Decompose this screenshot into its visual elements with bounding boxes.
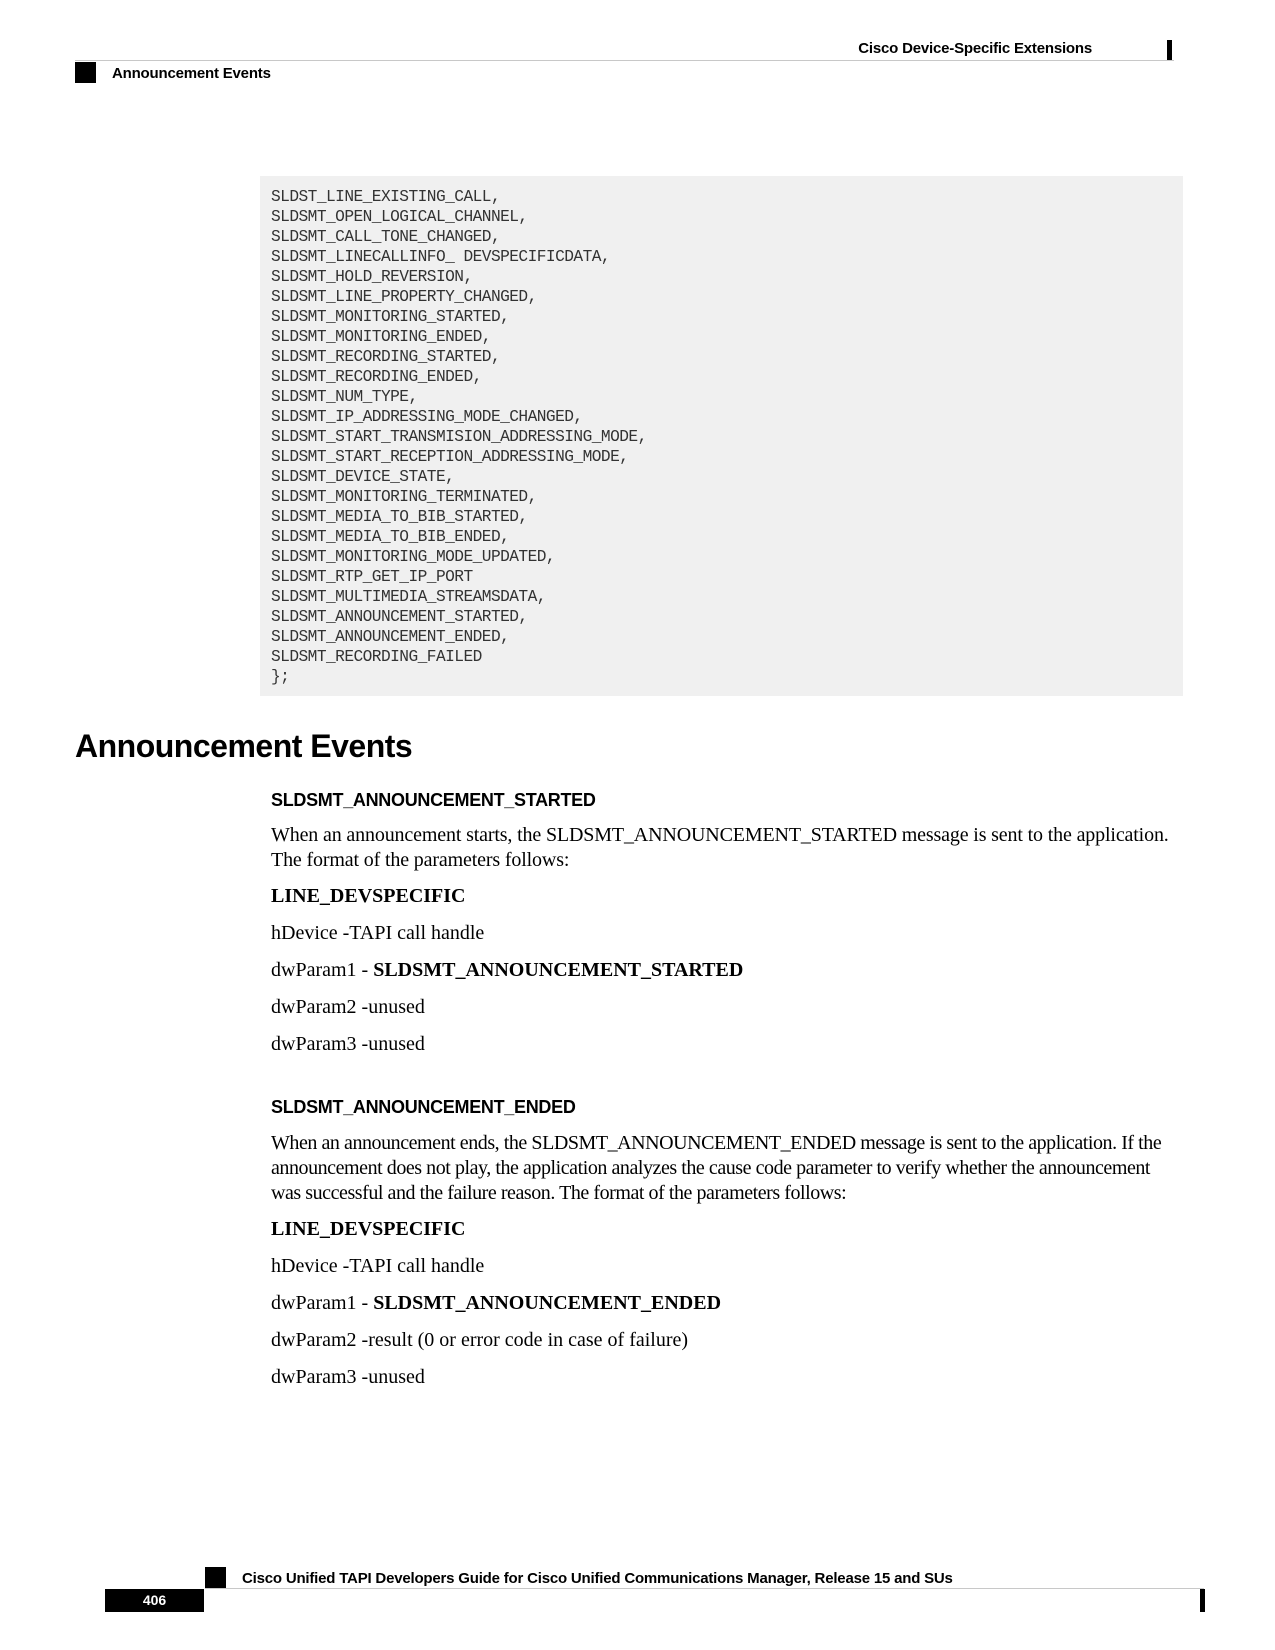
param-dwparam1-started: [271, 958, 743, 983]
code-line: SLDSMT_MONITORING_ENDED,: [271, 328, 491, 346]
param-hdevice-ended: hDevice -TAPI call handle: [271, 1255, 485, 1277]
param-dwparam2-ended: dwParam2 -result (0 or error code in case of failure): [271, 1329, 689, 1351]
code-line: SLDSMT_RTP_GET_IP_PORT: [271, 568, 473, 586]
running-header-section: Announcement Events: [112, 65, 271, 82]
param-hdevice-started: hDevice -TAPI call handle: [271, 922, 485, 944]
param1-value: SLDSMT_ANNOUNCEMENT_ENDED: [373, 1292, 722, 1314]
footer-rule: [205, 1588, 1204, 1589]
footer-box-decoration: [205, 1567, 226, 1588]
header-box-decoration: [75, 62, 96, 83]
header-bar-decoration: [1167, 40, 1172, 61]
code-line: SLDSMT_MEDIA_TO_BIB_STARTED,: [271, 508, 528, 526]
code-line: SLDSMT_MULTIMEDIA_STREAMSDATA,: [271, 588, 546, 606]
message-type-ended: LINE_DEVSPECIFIC: [271, 1218, 466, 1240]
param1-prefix: dwParam1 -: [271, 1292, 374, 1314]
code-line: SLDSMT_START_TRANSMISION_ADDRESSING_MODE,: [271, 428, 647, 446]
code-line: SLDSMT_OPEN_LOGICAL_CHANNEL,: [271, 208, 528, 226]
code-line: SLDSMT_LINECALLINFO_ DEVSPECIFICDATA,: [271, 248, 611, 266]
param-dwparam1-ended: [271, 1291, 721, 1316]
code-line: SLDSMT_LINE_PROPERTY_CHANGED,: [271, 288, 537, 306]
code-line: SLDSMT_RECORDING_ENDED,: [271, 368, 482, 386]
subheading-announcement-ended: SLDSMT_ANNOUNCEMENT_ENDED: [271, 1097, 576, 1117]
description-announcement-started: When an announcement starts, the SLDSMT_ANNOUNCEMENT_STARTED message is sent to the application. The format of the parameters follows:: [271, 824, 1169, 871]
param-dwparam2-started: dwParam2 -unused: [271, 996, 425, 1018]
footer-bar-decoration: [1200, 1589, 1205, 1612]
code-line: SLDSMT_ANNOUNCEMENT_STARTED,: [271, 608, 528, 626]
running-header-chapter: Cisco Device-Specific Extensions: [858, 40, 1092, 57]
code-line: SLDSMT_IP_ADDRESSING_MODE_CHANGED,: [271, 408, 583, 426]
code-line: SLDSMT_MONITORING_TERMINATED,: [271, 488, 537, 506]
code-block: [260, 176, 1183, 696]
subheading-announcement-started: SLDSMT_ANNOUNCEMENT_STARTED: [271, 790, 596, 810]
code-line: SLDSMT_ANNOUNCEMENT_ENDED,: [271, 628, 510, 646]
param1-prefix: dwParam1 -: [271, 959, 374, 981]
code-line: SLDSMT_START_RECEPTION_ADDRESSING_MODE,: [271, 448, 629, 466]
code-line: };: [271, 668, 290, 686]
code-line: SLDSMT_NUM_TYPE,: [271, 388, 418, 406]
code-line: SLDSMT_CALL_TONE_CHANGED,: [271, 228, 501, 246]
param-dwparam3-ended: dwParam3 -unused: [271, 1366, 425, 1388]
code-line: SLDSMT_MEDIA_TO_BIB_ENDED,: [271, 528, 510, 546]
code-line: SLDSMT_RECORDING_STARTED,: [271, 348, 501, 366]
code-line: SLDSMT_DEVICE_STATE,: [271, 468, 455, 486]
code-line: SLDSMT_MONITORING_MODE_UPDATED,: [271, 548, 556, 566]
param1-value: SLDSMT_ANNOUNCEMENT_STARTED: [373, 959, 744, 981]
page-number: 406: [105, 1589, 204, 1612]
footer-book-title: Cisco Unified TAPI Developers Guide for Cisco Unified Communications Manager, Release 15 and SUs: [242, 1570, 953, 1587]
code-line: SLDSMT_RECORDING_FAILED: [271, 648, 482, 666]
param-dwparam3-started: dwParam3 -unused: [271, 1033, 425, 1055]
message-type-started: LINE_DEVSPECIFIC: [271, 885, 466, 907]
code-line: SLDST_LINE_EXISTING_CALL,: [271, 188, 501, 206]
description-announcement-ended: When an announcement ends, the SLDSMT_ANNOUNCEMENT_ENDED message is sent to the application. If the announcement does not play, the application analyzes the cause code parameter to verify whether the announcement was successful and the failure reason. The format of the parameters follows:: [271, 1132, 1162, 1204]
code-line: SLDSMT_MONITORING_STARTED,: [271, 308, 510, 326]
code-line: SLDSMT_HOLD_REVERSION,: [271, 268, 473, 286]
header-rule: [75, 60, 1174, 61]
section-title: Announcement Events: [75, 728, 413, 764]
